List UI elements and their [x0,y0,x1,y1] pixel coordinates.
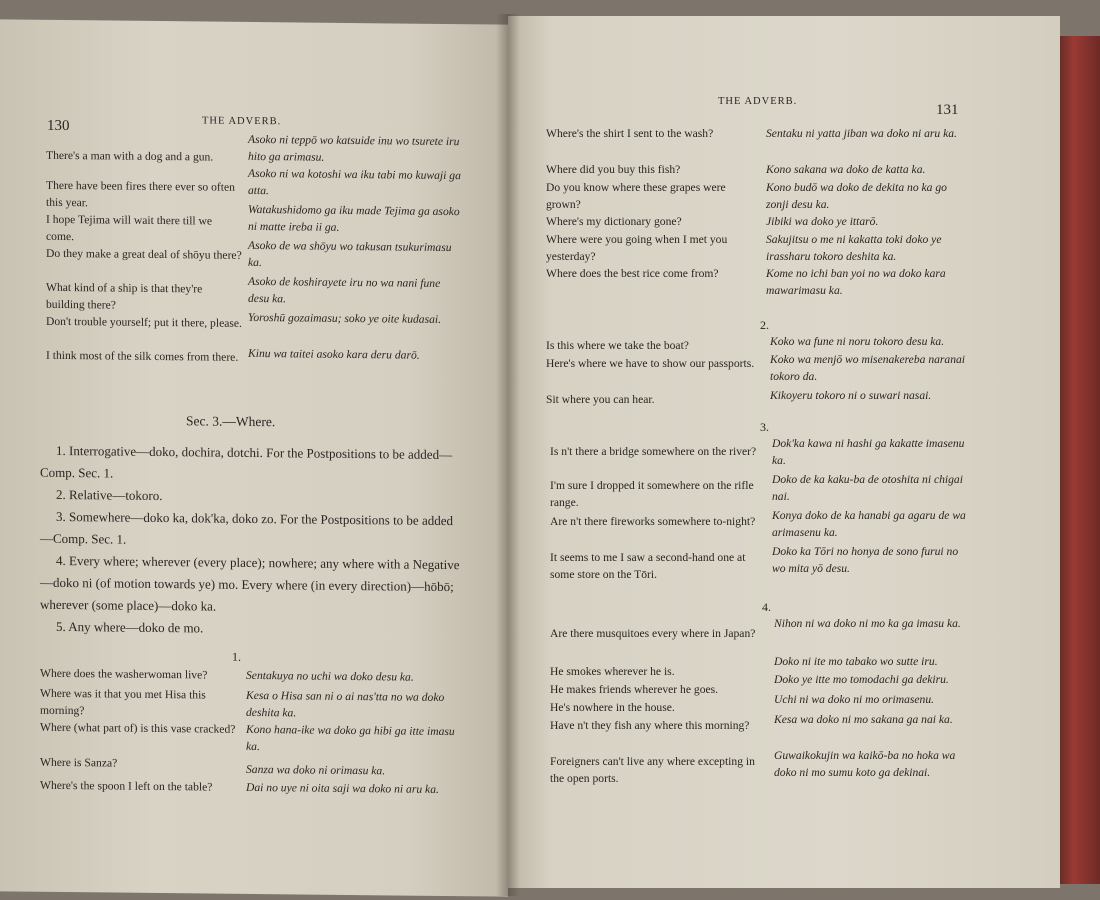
phrase-en: Foreigners can't live any where excepting in the open ports. [550,755,755,785]
book-gutter [496,14,520,896]
section-title: Sec. 3.—Where. [186,413,276,430]
phrase-en: Where is Sanza? [40,755,118,770]
phrase-en: What kind of a ship is that they're building there? [46,280,203,312]
rule-item: 4. Every where; wherever (every place); nowhere; any where with a Negative—doko ni (of motion towards ye) mo. Every where (in every direction)—hōbō; wherever (some place)—doko ka. [40,552,460,614]
phrase-ja: Kono budō wa doko de dekita no ka go zonji desu ka. [766,181,947,211]
phrase-en: He smokes wherever he is. [550,665,675,678]
phrase-ja: Doko ni ite mo tabako wo sutte iru. [774,655,938,668]
phrase-en: I think most of the silk comes from there. [46,348,239,364]
phrase-en: I'm sure I dropped it somewhere on the rifle range. [550,479,754,509]
phrase-ja: Sakujitsu o me ni kakatta toki doko ye irassharu tokoro deshita ka. [766,233,942,263]
phrase-ja: Yoroshū gozaimasu; soko ye oite kudasai. [248,310,442,326]
phrase-en: I hope Tejima will wait there till we come. [46,212,213,243]
phrase-en: Do you know where these grapes were grown? [546,181,726,211]
phrase-en: Where were you going when I met you yesterday? [546,233,728,263]
phrase-en: Have n't they fish any where this morning? [550,719,750,732]
right-page [508,16,1060,888]
phrase-en: Where does the best rice come from? [546,267,719,280]
phrase-en: Is this where we take the boat? [546,339,689,352]
rule-item: 5. Any where—doko de mo. [56,618,204,636]
phrase-en: There have been fires there ever so often this year. [46,178,235,209]
phrase-ja: Doko de ka kaku-ba de otoshita ni chigai nai. [772,473,963,503]
phrase-ja: Sanza wa doko ni orimasu ka. [246,762,386,778]
group-number: 2. [760,318,769,332]
running-head: THE ADVERB. [718,96,798,107]
phrase-en: Is n't there a bridge somewhere on the river? [550,445,757,458]
phrase-ja: Kesa wa doko ni mo sakana ga nai ka. [774,713,953,726]
phrase-en: There's a man with a dog and a gun. [46,148,214,164]
group-number: 3. [760,420,769,434]
phrase-ja: Watakushidomo ga iku made Tejima ga asoko ni matte ireba ii ga. [248,202,460,234]
group-number: 4. [762,600,771,614]
page-number: 131 [936,102,959,118]
rules-list [40,440,460,642]
phrase-ja: Konya doko de ka hanabi ga agaru de wa arimasenu ka. [772,509,966,539]
book-cover-edge [1056,36,1100,884]
phrase-ja: Sentakuya no uchi wa doko desu ka. [246,668,414,684]
phrase-en: Where did you buy this fish? [546,163,681,176]
phrase-en: He's nowhere in the house. [550,701,675,714]
phrase-ja: Doko ye itte mo tomodachi ga dekiru. [774,673,949,686]
phrase-ja: Koko wa fune ni noru tokoro desu ka. [770,335,945,348]
phrase-ja: Uchi ni wa doko ni mo orimasenu. [774,693,935,706]
phrase-en: He makes friends wherever he goes. [550,683,719,696]
phrase-en: Here's where we have to show our passports. [546,357,755,370]
phrase-ja: Jibiki wa doko ye ittarō. [766,215,879,228]
phrase-en: Where's the spoon I left on the table? [40,778,213,794]
phrase-en: Do they make a great deal of shōyu there? [46,246,242,262]
phrase-ja: Kinu wa taitei asoko kara deru darō. [248,346,420,362]
phrase-en: Are there musquitoes every where in Japan? [550,627,756,640]
phrase-ja: Kono hana-ike wa doko ga hibi ga itte imasu ka. [246,722,455,753]
phrase-ja: Asoko de koshirayete iru no wa nani fune desu ka. [248,274,441,305]
running-head: THE ADVERB. [202,115,282,128]
left-page [0,19,508,896]
exercise-number: 1. [232,649,241,664]
phrase-en: It seems to me I saw a second-hand one at some store on the Tōri. [550,551,746,581]
phrase-en: Where was it that you met Hisa this morning? [40,686,206,717]
phrase-en: Where does the washerwoman live? [40,666,208,682]
rule-item: 3. Somewhere—doko ka, dok'ka, doko zo. For the Postpositions to be added—Comp. Sec. 1. [40,508,453,547]
phrase-en: Where's my dictionary gone? [546,215,682,228]
phrase-en: Are n't there fireworks somewhere to-night? [550,515,756,528]
rule-item: 2. Relative—tokoro. [56,486,163,504]
phrase-ja: Kesa o Hisa san ni o ai nas'tta no wa doko deshita ka. [246,688,445,719]
phrase-ja: Dok'ka kawa ni hashi ga kakatte imasenu ka. [772,437,965,467]
phrase-ja: Kome no ichi ban yoi no wa doko kara mawarimasu ka. [766,267,946,297]
phrase-ja: Asoko de wa shōyu wo takusan tsukurimasu ka. [248,238,452,269]
phrase-en: Don't trouble yourself; put it there, please. [46,314,242,330]
phrase-ja: Kikoyeru tokoro ni o suwari nasai. [770,389,932,402]
phrase-ja: Asoko ni teppō wo katsuide inu wo tsurete iru hito ga arimasu. [248,132,460,164]
phrase-en: Where's the shirt I sent to the wash? [546,127,714,140]
phrase-ja: Nihon ni wa doko ni mo ka ga imasu ka. [774,617,961,630]
phrase-ja: Dai no uye ni oita saji wa doko ni aru ka. [246,780,439,796]
phrase-ja: Guwaikokujin wa kaikō-ba no hoka wa doko ni mo sumu koto ga dekinai. [774,749,956,779]
phrase-ja: Koko wa menjō wo misenakereba naranai tokoro da. [770,353,966,383]
page-number: 130 [47,117,70,135]
phrase-en: Sit where you can hear. [546,393,655,406]
rule-item: 1. Interrogative—doko, dochira, dotchi. For the Postpositions to be added—Comp. Sec. 1. [40,442,453,481]
phrase-ja: Sentaku ni yatta jiban wa doko ni aru ka. [766,127,957,140]
phrase-ja: Doko ka Tōri no honya de sono furui no wo mita yō desu. [772,545,959,575]
phrase-ja: Asoko ni wa kotoshi wa iku tabi mo kuwaji ga atta. [248,166,461,197]
phrase-ja: Kono sakana wa doko de katta ka. [766,163,926,176]
phrase-en: Where (what part of) is this vase cracked? [40,720,236,736]
